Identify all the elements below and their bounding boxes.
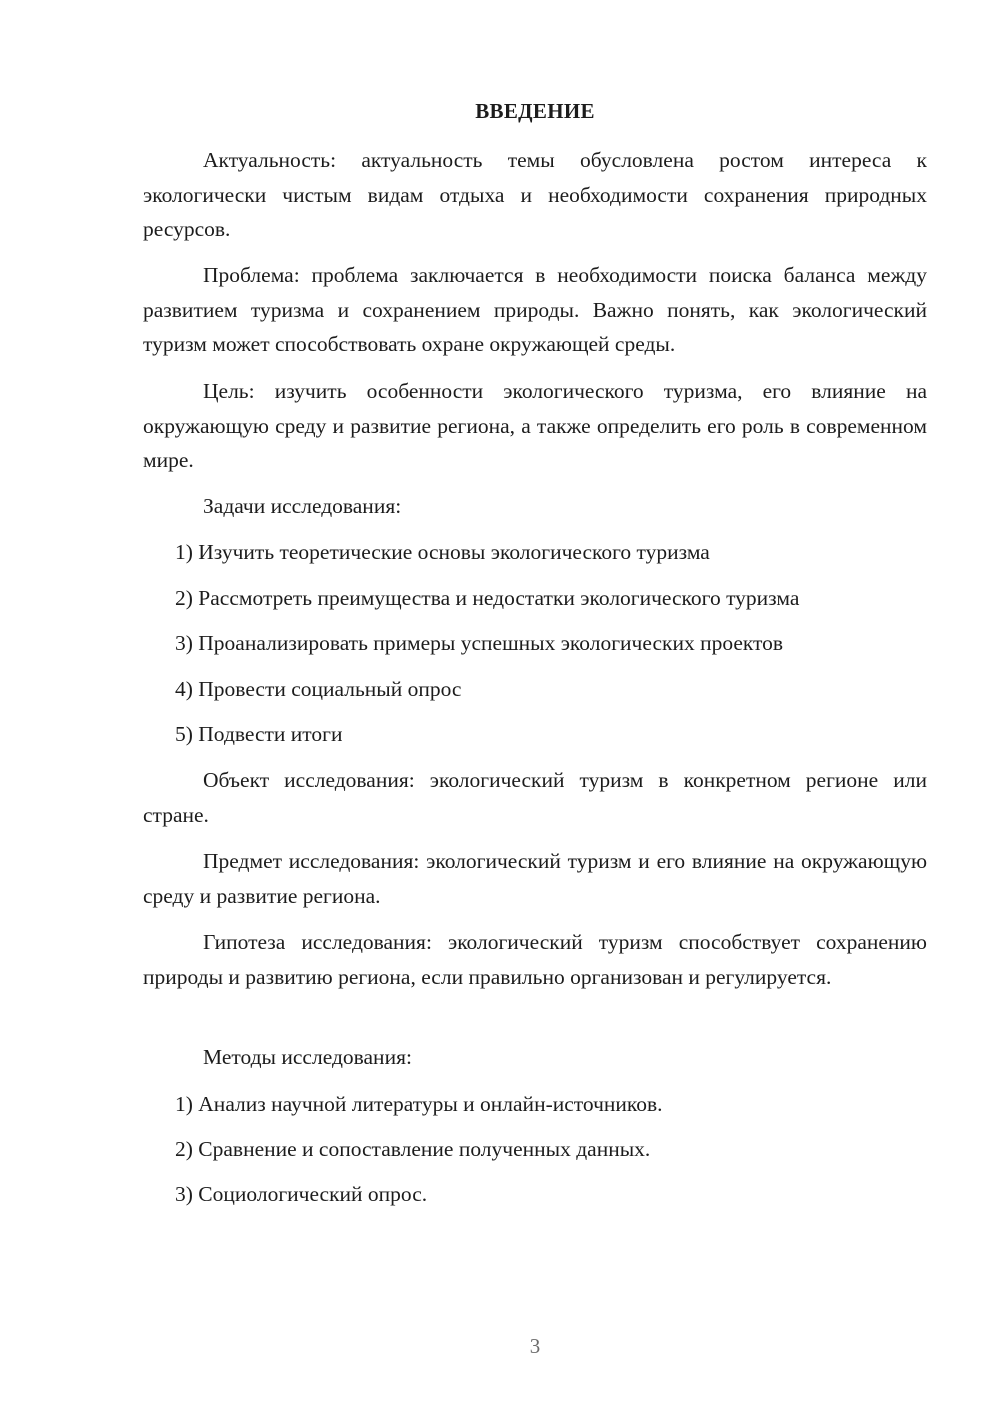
page-title: ВВЕДЕНИЕ (475, 99, 595, 123)
tasks-heading: Задачи исследования: (203, 494, 402, 518)
hypothesis-paragraph: Гипотеза исследования: экологический туризм способствует сохранению природы и развитию региона, если правильно организован и регулируется. (143, 930, 927, 989)
task-item-3: 3) Проанализировать примеры успешных экологических проектов (175, 631, 784, 655)
task-item-1: 1) Изучить теоретические основы экологического туризма (175, 540, 710, 564)
relevance-paragraph: Актуальность: актуальность темы обусловлена ростом интереса к экологически чистым видам отдыха и необходимости сохранения природных ресурсов. (143, 148, 927, 241)
task-item-2: 2) Рассмотреть преимущества и недостатки экологического туризма (175, 586, 800, 610)
task-item-5: 5) Подвести итоги (175, 722, 343, 746)
method-item-1: 1) Анализ научной литературы и онлайн-источников. (175, 1092, 663, 1116)
object-paragraph: Объект исследования: экологический туризм в конкретном регионе или стране. (143, 768, 927, 827)
methods-heading: Методы исследования: (203, 1045, 412, 1069)
page-number: 3 (529, 1334, 541, 1358)
goal-paragraph: Цель: изучить особенности экологического туризма, его влияние на окружающую среду и развитие региона, а также определить его роль в современном мире. (143, 379, 927, 472)
problem-paragraph: Проблема: проблема заключается в необходимости поиска баланса между развитием туризма и сохранением природы. Важно понять, как экологический туризм может способствовать охране окружающей среды. (143, 263, 927, 356)
subject-paragraph: Предмет исследования: экологический туризм и его влияние на окружающую среду и развитие региона. (143, 849, 927, 908)
method-item-3: 3) Социологический опрос. (175, 1182, 428, 1206)
method-item-2: 2) Сравнение и сопоставление полученных данных. (175, 1137, 651, 1161)
task-item-4: 4) Провести социальный опрос (175, 677, 462, 701)
